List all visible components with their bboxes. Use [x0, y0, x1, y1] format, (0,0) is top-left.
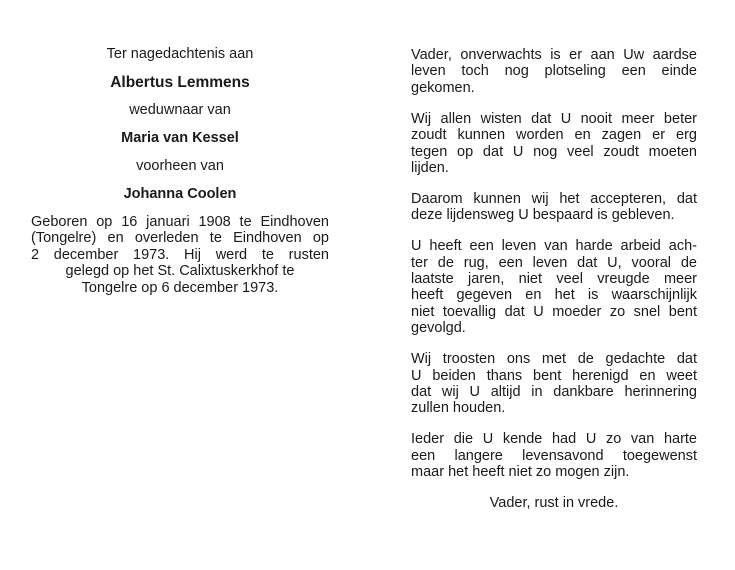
- text-line: Wij troosten ons met de gedachte dat: [411, 351, 697, 368]
- text-line: ter de rug, een leven dat U, vooral de: [411, 254, 697, 271]
- text-line: zullen houden.: [411, 400, 506, 417]
- relation-widower: weduwnaar van: [129, 102, 231, 118]
- text-line: U heeft een leven van harde arbeid ach-: [411, 238, 697, 255]
- deceased-name: Albertus Lemmens: [110, 74, 250, 91]
- text-line: heeft gegeven en het is waarschijnlijk: [411, 287, 697, 304]
- left-column: [30, 46, 330, 296]
- text-line: een langere levensavond toegewenst: [411, 447, 697, 464]
- paragraph: [411, 351, 697, 417]
- text-line: U beiden thans bent herenigd en weet: [411, 367, 697, 384]
- paragraph: [411, 111, 697, 177]
- text-line: leven toch nog plotseling een einde: [411, 63, 697, 80]
- spouse-name-1: Maria van Kessel: [121, 130, 239, 146]
- biography: [31, 214, 329, 296]
- bio-line: gelegd op het St. Calixtuskerkhof te: [65, 263, 295, 280]
- paragraph: [411, 191, 697, 224]
- bio-line: (Tongelre) en overleden te Eindhoven op: [31, 230, 329, 247]
- spouse-name-2: Johanna Coolen: [123, 186, 237, 202]
- text-line: lijden.: [411, 159, 449, 176]
- paragraph: [411, 47, 697, 96]
- relation-formerly: voorheen van: [136, 158, 224, 174]
- text-line: zoudt kunnen worden en zagen er erg: [411, 127, 697, 144]
- paragraph: [411, 431, 697, 480]
- text-line: maar het heeft niet zo mogen zijn.: [411, 464, 630, 481]
- bio-line: Geboren op 16 januari 1908 te Eindhoven: [31, 214, 329, 230]
- paragraph: [411, 238, 697, 336]
- right-column: [411, 47, 697, 511]
- text-line: deze lijdensweg U bespaard is gebleven.: [411, 207, 675, 224]
- intro-text: Ter nagedachtenis aan: [106, 46, 254, 62]
- text-line: Ieder die U kende had U zo van harte: [411, 431, 697, 448]
- text-line: Wij allen wisten dat U nooit meer beter: [411, 110, 697, 127]
- text-line: dat wij U altijd in dankbare herinnering: [411, 383, 697, 400]
- text-line: Vader, onverwachts is er aan Uw aardse: [411, 47, 697, 63]
- bio-line: 2 december 1973. Hij werd te rusten: [31, 246, 329, 263]
- text-line: gevolgd.: [411, 320, 466, 337]
- text-line: Daarom kunnen wij het accepteren, dat: [411, 190, 697, 207]
- bio-line: Tongelre op 6 december 1973.: [81, 279, 279, 296]
- text-line: laatste jaren, niet veel vreugde meer: [411, 270, 697, 287]
- text-line: tegen op dat U nog veel zoudt moeten: [411, 143, 697, 160]
- text-line: gekomen.: [411, 79, 475, 96]
- text-line: niet toevallig dat U moeder zo snel bent: [411, 303, 697, 320]
- closing-line: Vader, rust in vrede.: [489, 494, 619, 511]
